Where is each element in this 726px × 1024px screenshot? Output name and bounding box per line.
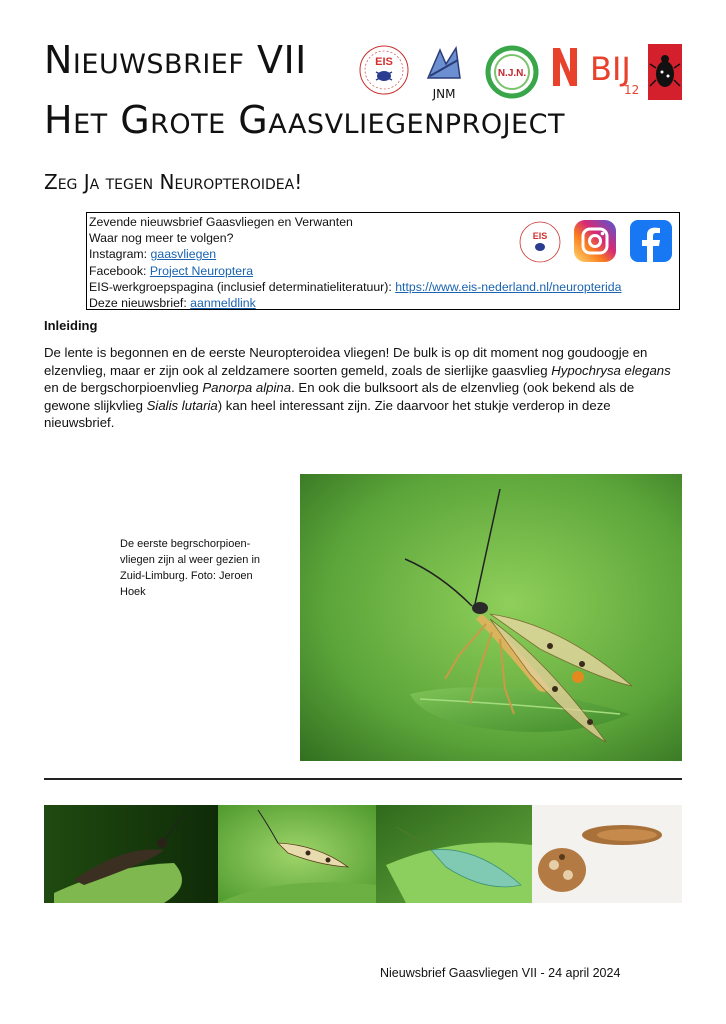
- eis-link[interactable]: https://www.eis-nederland.nl/neuropterida: [395, 279, 622, 294]
- newsletter-link[interactable]: aanmeldlink: [190, 296, 256, 311]
- photo-caption: De eerste begrschorpioen-vliegen zijn al weer gezien in Zuid-Limburg. Foto: Jeroen Hoek: [120, 538, 261, 598]
- partner-logos: [356, 42, 686, 102]
- intro-paragraph: [44, 344, 684, 432]
- svg-text:12: 12: [624, 83, 640, 97]
- larva-photo: [532, 805, 682, 903]
- newsletter-line: [89, 295, 677, 311]
- jnm-logo: [420, 42, 468, 102]
- title-line-2: Het Grote Gaasvliegenproject: [44, 98, 565, 142]
- scorpionfly-photo: [300, 474, 682, 761]
- footer-text: Nieuwsbrief Gaasvliegen VII - 24 april 2024: [380, 966, 621, 980]
- alderfly-photo: [44, 805, 218, 903]
- intro-text: ) kan heel interessant zijn. Zie daarvoor het stukje verderop in deze nieuwsbrief.: [44, 397, 611, 430]
- n-logo: [550, 42, 580, 98]
- facebook-label: Facebook:: [89, 263, 150, 278]
- species-name: Sialis lutaria: [146, 397, 218, 413]
- svg-text:EIS: EIS: [375, 56, 393, 68]
- scorpionfly-thumb-photo: [218, 805, 376, 903]
- instagram-label: Instagram:: [89, 247, 151, 262]
- instagram-link[interactable]: gaasvliegen: [150, 247, 217, 262]
- facebook-icon[interactable]: [629, 219, 673, 263]
- info-box: [86, 212, 680, 310]
- svg-text:N.J.N.: N.J.N.: [497, 68, 527, 79]
- intro-text: . En ook die bulksoort als de elzenvlieg (ook bekend als de gewone slijkvlieg: [44, 380, 635, 413]
- svg-text:JNM: JNM: [432, 87, 456, 101]
- species-name: Panorpa alpina: [202, 380, 292, 395]
- section-heading: Inleiding: [44, 318, 98, 333]
- eis-label: EIS-werkgroepspagina (inclusief determinatieliteratuur):: [89, 279, 396, 294]
- title-line-1: Nieuwsbrief VII: [44, 38, 307, 82]
- facebook-line: [89, 263, 677, 279]
- svg-text:EIS: EIS: [532, 231, 548, 241]
- newsletter-label: Deze nieuwsbrief:: [89, 296, 191, 311]
- eis-line: [89, 279, 677, 295]
- lacewing-photo: [376, 805, 532, 903]
- info-line-2: Waar nog meer te volgen?: [89, 231, 234, 246]
- divider: [44, 778, 682, 780]
- svg-text:BIJ: BIJ: [590, 50, 631, 88]
- subtitle: Zeg Ja tegen Neuropteroidea!: [44, 170, 303, 194]
- info-line-1: Zevende nieuwsbrief Gaasvliegen en Verwanten: [89, 215, 353, 229]
- eis-logo: [358, 42, 410, 98]
- instagram-icon[interactable]: [573, 219, 617, 263]
- intro-text: en de bergschorpioenvlieg: [44, 380, 203, 395]
- njn-logo: [484, 42, 540, 102]
- intro-text: De lente is begonnen en de eerste Neuropteroidea vliegen! De bulk is op dit moment nog goudoogje en elzenvlieg, maar er zijn ook al zeldzamere soorten gemeld, zoals de sierlijke gaasvlieg: [44, 345, 648, 378]
- species-name: Hypochrysa elegans: [551, 362, 671, 378]
- eis-small-logo: [517, 219, 563, 265]
- facebook-link[interactable]: Project Neuroptera: [149, 263, 254, 278]
- bij12-logo: [588, 42, 644, 98]
- nev-beetle-logo: [648, 42, 682, 102]
